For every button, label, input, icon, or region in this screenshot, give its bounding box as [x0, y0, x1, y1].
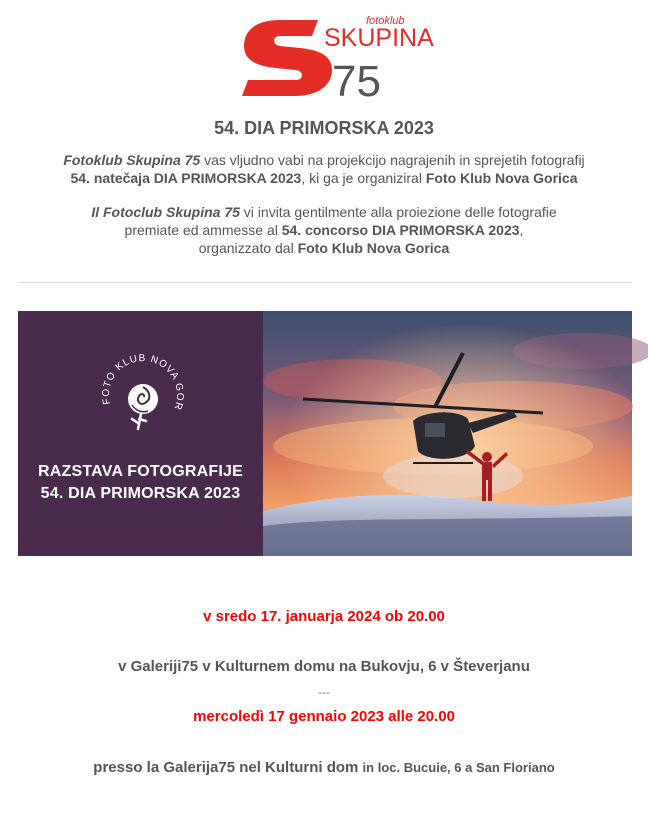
- intro-it-organizer: Foto Klub Nova Gorica: [297, 240, 450, 256]
- logo-small-text: fotoklub: [366, 15, 405, 27]
- page-title: 54. DIA PRIMORSKA 2023: [214, 118, 434, 138]
- foto-klub-nova-gorica-emblem: [98, 349, 188, 439]
- event-separator: ---: [318, 685, 330, 699]
- banner-line-1: RAZSTAVA FOTOGRAFIJE: [38, 463, 243, 480]
- intro-it-text2: premiate ed ammesse al: [124, 222, 282, 238]
- event-place-italian: [0, 759, 648, 776]
- intro-it-text1: vi invita gentilmente alla proiezione delle fotografie: [239, 204, 557, 220]
- intro-sl-text1: vas vljudno vabi na projekcijo nagrajenih in sprejetih fotografij: [200, 152, 585, 168]
- emblem-text: FOTO KLUB NOVA GOR: [100, 352, 186, 412]
- event-place-italian-small: in loc. Bucuie, 6 a San Floriano: [362, 760, 555, 775]
- intro-it-contest: 54. concorso DIA PRIMORSKA 2023: [281, 222, 520, 238]
- exhibition-banner: [18, 311, 632, 556]
- event-date-italian: mercoledì 17 gennaio 2023 alle 20.00: [193, 708, 455, 725]
- banner-line-2: 54. DIA PRIMORSKA 2023: [40, 485, 241, 502]
- intro-slovene: [0, 151, 648, 187]
- intro-it-club: Il Fotoclub Skupina 75: [91, 204, 240, 220]
- logo-number: 75: [332, 57, 381, 106]
- intro-it-text3: ,: [519, 222, 524, 238]
- divider: [18, 282, 632, 283]
- intro-sl-club: Fotoklub Skupina 75: [63, 152, 201, 168]
- intro-sl-text2: , ki ga je organiziral: [301, 170, 426, 186]
- intro-sl-contest: 54. natečaja DIA PRIMORSKA 2023: [70, 170, 302, 186]
- event-place-slovene: v Galeriji75 v Kulturnem domu na Bukovju, 6 v Števerjanu: [118, 658, 530, 675]
- banner-panel: [18, 311, 263, 556]
- intro-sl-organizer: Foto Klub Nova Gorica: [425, 170, 578, 186]
- event-date-slovene: v sredo 17. januarja 2024 ob 20.00: [203, 608, 445, 625]
- event-place-italian-main: presso la Galerija75 nel Kulturni dom: [93, 759, 363, 776]
- intro-italian: [0, 203, 648, 257]
- helicopter-photo: [263, 311, 632, 556]
- fotoklub-skupina-75-logo: [240, 10, 434, 106]
- logo-name: SKUPINA: [324, 24, 434, 52]
- intro-it-text4: organizzato dal: [198, 240, 298, 256]
